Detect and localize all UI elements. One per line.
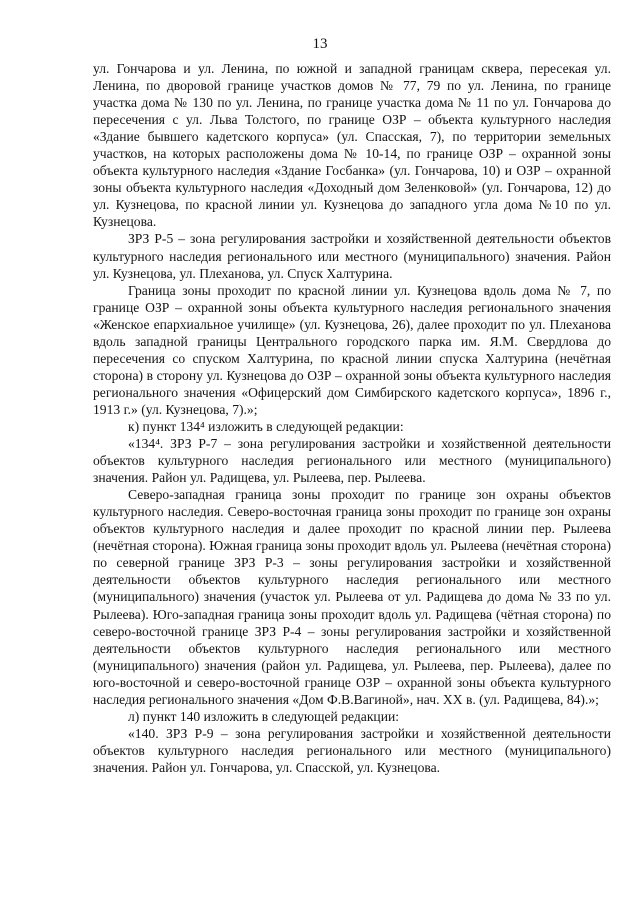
page-number: 13 xyxy=(312,36,328,52)
paragraph-zone-r9-title: «140. ЗРЗ Р-9 – зона регулирования застройки и хозяйственной деятельности объектов культурного наследия регионального или местного (муниципального) значения. Район ул. Гончарова, ул. Спасской, ул. Кузнецова. xyxy=(93,725,611,775)
document-body xyxy=(93,60,611,776)
paragraph-item-l: л) пункт 140 изложить в следующей редакции: xyxy=(128,708,400,724)
paragraph-zone-r7-title: «134⁴. ЗРЗ Р-7 – зона регулирования застройки и хозяйственной деятельности объектов культурного наследия регионального или местного (муниципального) значения. Район ул. Радищева, ул. Рылеева, пер. Рылеева. xyxy=(93,436,611,486)
paragraph-zone-r5-boundary: Граница зоны проходит по красной линии ул. Кузнецова вдоль дома № 7, по границе ОЗР – охранной зоны объекта культурного наследия регионального значения «Женское епархиальное училище» (ул. Кузнецова, 26), далее проходит по ул. Плеханова вдоль западной границы Центрального городского парка им. Я.М. Свердлова до пересечения со спуском Халтурина, по красной линии спуска Халтурина (нечётная сторона) в сторону ул. Кузнецова до ОЗР – охранной зоны объекта культурного наследия регионального значения «Офицерский дом Симбирского кадетского корпуса», 1896 г., 1913 г.» (ул. Кузнецова, 7).»; xyxy=(93,282,611,417)
paragraph-continuation: ул. Гончарова и ул. Ленина, по южной и западной границам сквера, пересекая ул. Ленина, по дворовой границе участков домов № 77, 79 по ул. Ленина, по границе участка дома № 130 по ул. Ленина, по границе участка дома № 11 по ул. Гончарова до пересечения с ул. Льва Толстого, по границе ОЗР – объекта культурного наследия «Здание бывшего кадетского корпуса» (ул. Спасская, 7), по территории земельных участков, на которых расположены дома № 10-14, по границе ОЗР – охранной зоны объекта культурного наследия «Здание Госбанка» (ул. Гончарова, 10) и ОЗР – охранной зоны объекта культурного наследия «Доходный дом Зеленковой» (ул. Гончарова, 12) до ул. Кузнецова, по красной линии ул. Кузнецова до западного угла дома №10 по ул. Кузнецова. xyxy=(93,61,611,230)
paragraph-zone-r5-title: ЗРЗ Р-5 – зона регулирования застройки и хозяйственной деятельности объектов культурного наследия регионального или местного (муниципального) значения. Район ул. Кузнецова, ул. Плеханова, ул. Спуск Халтурина. xyxy=(93,231,611,281)
paragraph-item-k: к) пункт 134⁴ изложить в следующей редакции: xyxy=(128,418,404,434)
paragraph-zone-r7-boundary: Северо-западная граница зоны проходит по границе зон охраны объектов культурного наследия. Северо-восточная граница зоны проходит по границе зон охраны объектов культурного наследия и далее проходит по красной линии пер. Рылеева (нечётная сторона). Южная граница зоны проходит вдоль ул. Рылеева (нечётная сторона) по северной границе ЗРЗ Р-3 – зоны регулирования застройки и хозяйственной деятельности объектов культурного наследия регионального или местного (муниципального) значения (участок ул. Рылеева от ул. Радищева до дома № 33 по ул. Рылеева). Юго-западная граница зоны проходит вдоль ул. Радищева (чётная сторона) по северо-восточной границе ЗРЗ Р-4 – зоны регулирования застройки и хозяйственной деятельности объектов культурного наследия регионального или местного (муниципального) значения (район ул. Радищева, ул. Рылеева, пер. Рылеева), далее по юго-восточной и северо-восточной границе ОЗР – охранной зоны объекта культурного наследия регионального значения «Дом Ф.В.Вагиной», нач. XX в. (ул. Радищева, 84).»; xyxy=(93,487,611,707)
